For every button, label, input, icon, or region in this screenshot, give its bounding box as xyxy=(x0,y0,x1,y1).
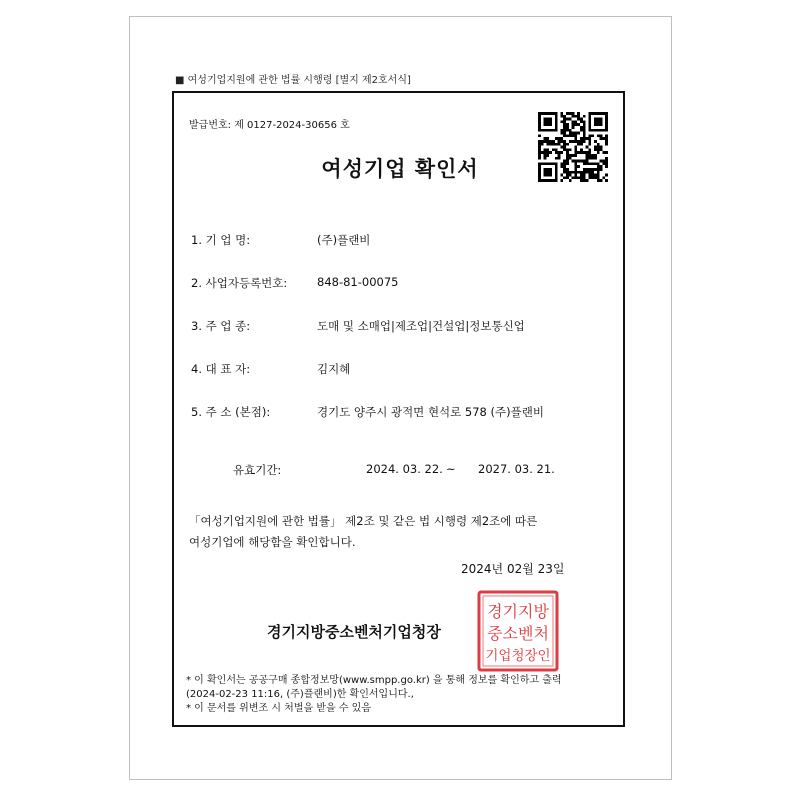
field-business-number xyxy=(191,275,316,291)
validity-end-date: 2027. 03. 21. xyxy=(478,462,555,476)
issuing-authority: 경기지방중소벤처기업청장 xyxy=(267,623,441,641)
footnote: * 이 문서를 위변조 시 처벌을 받을 수 있음 xyxy=(186,703,371,714)
statement-line: 「여성기업지원에 관한 법률」 제2조 및 같은 법 시행령 제2조에 따른 xyxy=(189,514,538,528)
issue-number: 발급번호: 제 0127-2024-30656 호 xyxy=(189,120,350,131)
footnote: (2024-02-23 11:16, (주)플랜비)한 확인서입니다., xyxy=(186,689,414,700)
confirmation-statement xyxy=(189,511,604,553)
seal-text: 경기지방 xyxy=(487,602,549,621)
seal-text: 중소벤처 xyxy=(487,624,549,643)
seal-text: 기업청장인 xyxy=(485,648,551,664)
official-seal-stamp xyxy=(476,589,560,673)
field-label: 5. 주 소 (본점): xyxy=(191,405,271,419)
field-value: 848-81-00075 xyxy=(317,275,399,289)
footnote: * 이 확인서는 공공구매 종합정보망(www.smpp.go.kr) 을 통해 정보를 확인하고 출력 xyxy=(186,675,562,686)
field-address xyxy=(191,404,316,420)
field-company-name xyxy=(191,232,316,248)
field-label: 4. 대 표 자: xyxy=(191,362,251,376)
validity-separator: ~ xyxy=(446,462,456,476)
field-industry xyxy=(191,318,316,334)
issue-date: 2024년 02월 23일 xyxy=(461,562,565,576)
field-value: 경기도 양주시 광적면 현석로 578 (주)플랜비 xyxy=(317,405,544,419)
form-reference: ■ 여성기업지원에 관한 법률 시행령 [별지 제2호서식] xyxy=(175,75,411,86)
validity-label: 유효기간: xyxy=(233,463,282,477)
certificate-title: 여성기업 확인서 xyxy=(321,157,479,181)
field-label: 1. 기 업 명: xyxy=(191,233,251,247)
validity-start-date: 2024. 03. 22. xyxy=(366,462,443,476)
field-value: (주)플랜비 xyxy=(317,233,371,247)
field-representative xyxy=(191,361,316,377)
statement-line: 여성기업에 해당함을 확인합니다. xyxy=(189,535,356,549)
field-value: 도매 및 소매업|제조업|건설업|정보통신업 xyxy=(317,319,525,333)
field-label: 3. 주 업 종: xyxy=(191,319,251,333)
field-label: 2. 사업자등록번호: xyxy=(191,276,288,290)
field-value: 김지혜 xyxy=(317,362,351,376)
